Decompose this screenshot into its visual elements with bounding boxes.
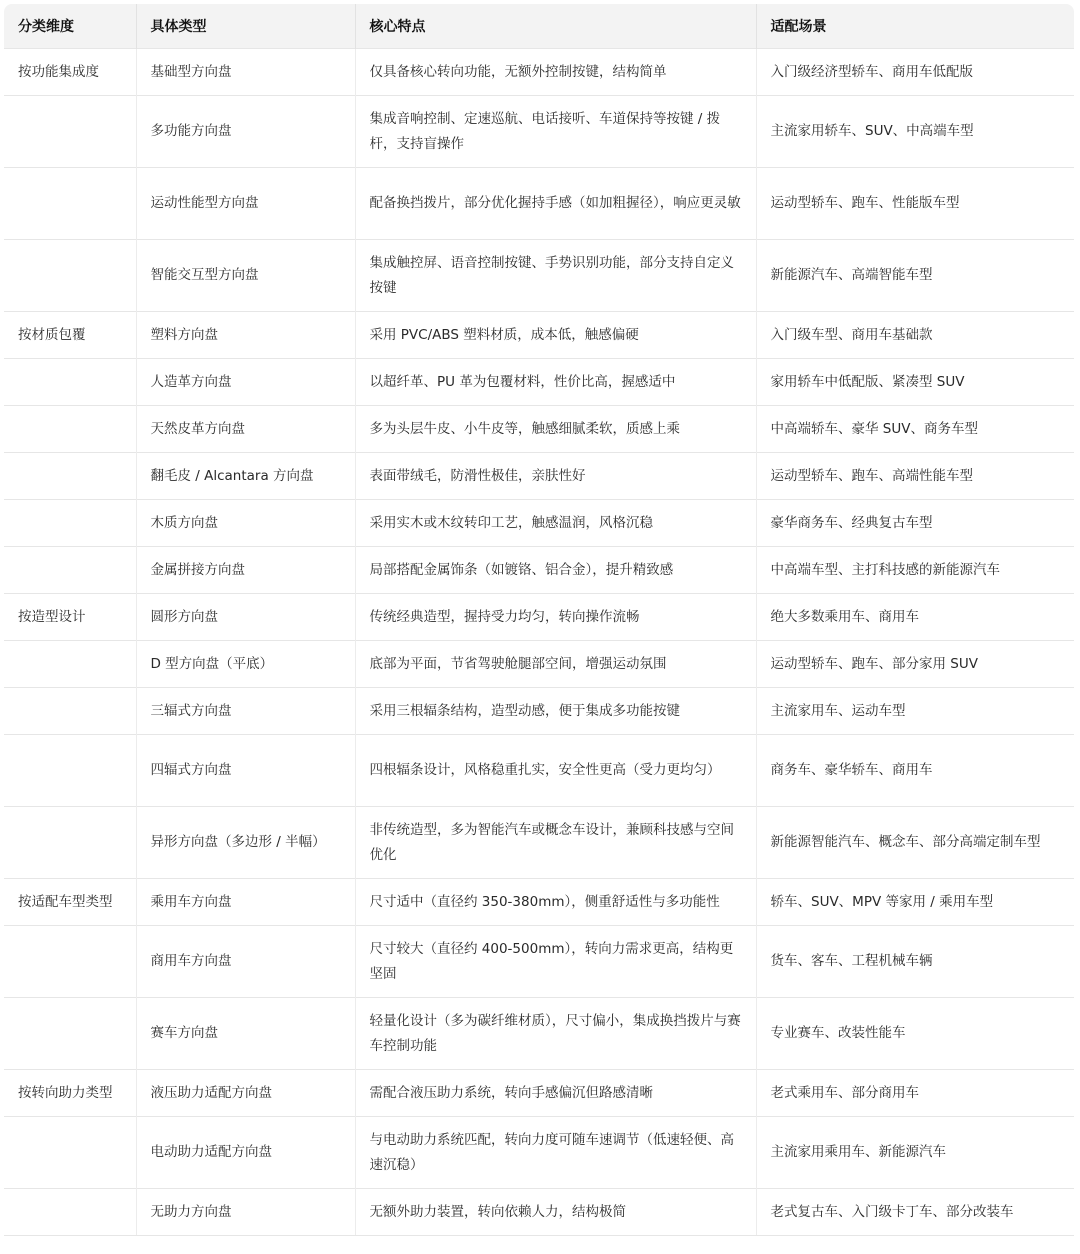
cell-feature: 采用三根辐条结构，造型动感，便于集成多功能按键: [355, 688, 756, 735]
cell-type: 翻毛皮 / Alcantara 方向盘: [136, 453, 355, 500]
cell-scene: 运动型轿车、跑车、部分家用 SUV: [756, 641, 1074, 688]
cell-feature: 底部为平面，节省驾驶舱腿部空间，增强运动氛围: [355, 641, 756, 688]
table-header-row: [4, 4, 1074, 49]
cell-type: D 型方向盘（平底）: [136, 641, 355, 688]
cell-type: 木质方向盘: [136, 500, 355, 547]
cell-scene: 商务车、豪华轿车、商用车: [756, 735, 1074, 807]
cell-dimension: [4, 688, 136, 735]
cell-dimension: [4, 406, 136, 453]
cell-type: 异形方向盘（多边形 / 半幅）: [136, 807, 355, 879]
cell-feature: 无额外助力装置，转向依赖人力，结构极简: [355, 1189, 756, 1236]
table-row: [4, 1189, 1074, 1236]
table-row: [4, 735, 1074, 807]
cell-dimension: 按功能集成度: [4, 49, 136, 96]
table-row: [4, 547, 1074, 594]
cell-scene: 入门级车型、商用车基础款: [756, 312, 1074, 359]
cell-dimension: 按材质包覆: [4, 312, 136, 359]
cell-type: 多功能方向盘: [136, 96, 355, 168]
cell-type: 天然皮革方向盘: [136, 406, 355, 453]
cell-type: 四辐式方向盘: [136, 735, 355, 807]
cell-scene: 主流家用轿车、SUV、中高端车型: [756, 96, 1074, 168]
cell-scene: 运动型轿车、跑车、高端性能车型: [756, 453, 1074, 500]
table-row: [4, 641, 1074, 688]
header-dimension: 分类维度: [4, 4, 136, 49]
cell-scene: 入门级经济型轿车、商用车低配版: [756, 49, 1074, 96]
cell-type: 乘用车方向盘: [136, 879, 355, 926]
cell-feature: 轻量化设计（多为碳纤维材质），尺寸偏小，集成换挡拨片与赛车控制功能: [355, 998, 756, 1070]
header-type: 具体类型: [136, 4, 355, 49]
table-row: [4, 406, 1074, 453]
header-feature: 核心特点: [355, 4, 756, 49]
cell-type: 商用车方向盘: [136, 926, 355, 998]
cell-feature: 采用 PVC/ABS 塑料材质，成本低，触感偏硬: [355, 312, 756, 359]
cell-type: 基础型方向盘: [136, 49, 355, 96]
cell-dimension: [4, 547, 136, 594]
table-row: [4, 240, 1074, 312]
cell-feature: 局部搭配金属饰条（如镀铬、铝合金），提升精致感: [355, 547, 756, 594]
cell-type: 运动性能型方向盘: [136, 168, 355, 240]
cell-feature: 非传统造型，多为智能汽车或概念车设计，兼顾科技感与空间优化: [355, 807, 756, 879]
cell-dimension: [4, 96, 136, 168]
cell-dimension: [4, 500, 136, 547]
cell-feature: 采用实木或木纹转印工艺，触感温润，风格沉稳: [355, 500, 756, 547]
cell-scene: 家用轿车中低配版、紧凑型 SUV: [756, 359, 1074, 406]
cell-feature: 集成触控屏、语音控制按键、手势识别功能，部分支持自定义按键: [355, 240, 756, 312]
cell-scene: 轿车、SUV、MPV 等家用 / 乘用车型: [756, 879, 1074, 926]
cell-feature: 表面带绒毛，防滑性极佳，亲肤性好: [355, 453, 756, 500]
cell-scene: 主流家用乘用车、新能源汽车: [756, 1117, 1074, 1189]
cell-dimension: [4, 168, 136, 240]
cell-scene: 新能源智能汽车、概念车、部分高端定制车型: [756, 807, 1074, 879]
cell-scene: 运动型轿车、跑车、性能版车型: [756, 168, 1074, 240]
cell-feature: 尺寸适中（直径约 350-380mm），侧重舒适性与多功能性: [355, 879, 756, 926]
table-row: [4, 359, 1074, 406]
cell-scene: 新能源汽车、高端智能车型: [756, 240, 1074, 312]
cell-dimension: [4, 240, 136, 312]
table-row: [4, 312, 1074, 359]
cell-scene: 绝大多数乘用车、商用车: [756, 594, 1074, 641]
cell-scene: 货车、客车、工程机械车辆: [756, 926, 1074, 998]
cell-dimension: [4, 641, 136, 688]
table-row: [4, 500, 1074, 547]
cell-feature: 多为头层牛皮、小牛皮等，触感细腻柔软，质感上乘: [355, 406, 756, 453]
table-row: [4, 453, 1074, 500]
cell-feature: 仅具备核心转向功能，无额外控制按键，结构简单: [355, 49, 756, 96]
table-row: [4, 879, 1074, 926]
cell-feature: 传统经典造型，握持受力均匀，转向操作流畅: [355, 594, 756, 641]
table-row: [4, 49, 1074, 96]
cell-type: 液压助力适配方向盘: [136, 1070, 355, 1117]
cell-dimension: 按转向助力类型: [4, 1070, 136, 1117]
cell-feature: 尺寸较大（直径约 400-500mm），转向力需求更高，结构更坚固: [355, 926, 756, 998]
cell-type: 塑料方向盘: [136, 312, 355, 359]
cell-feature: 以超纤革、PU 革为包覆材料，性价比高，握感适中: [355, 359, 756, 406]
cell-dimension: [4, 735, 136, 807]
cell-feature: 与电动助力系统匹配，转向力度可随车速调节（低速轻便、高速沉稳）: [355, 1117, 756, 1189]
table-row: [4, 926, 1074, 998]
comparison-table-container: [4, 4, 1074, 1236]
cell-type: 电动助力适配方向盘: [136, 1117, 355, 1189]
table-row: [4, 594, 1074, 641]
cell-dimension: 按造型设计: [4, 594, 136, 641]
table-row: [4, 688, 1074, 735]
cell-dimension: [4, 998, 136, 1070]
cell-type: 智能交互型方向盘: [136, 240, 355, 312]
cell-scene: 老式复古车、入门级卡丁车、部分改装车: [756, 1189, 1074, 1236]
table-row: [4, 1117, 1074, 1189]
table-row: [4, 1070, 1074, 1117]
cell-dimension: [4, 926, 136, 998]
cell-scene: 豪华商务车、经典复古车型: [756, 500, 1074, 547]
cell-dimension: [4, 1117, 136, 1189]
cell-dimension: [4, 1189, 136, 1236]
cell-type: 三辐式方向盘: [136, 688, 355, 735]
table-row: [4, 168, 1074, 240]
cell-scene: 专业赛车、改装性能车: [756, 998, 1074, 1070]
cell-feature: 四根辐条设计，风格稳重扎实，安全性更高（受力更均匀）: [355, 735, 756, 807]
cell-scene: 主流家用车、运动车型: [756, 688, 1074, 735]
cell-type: 无助力方向盘: [136, 1189, 355, 1236]
table-row: [4, 807, 1074, 879]
header-scene: 适配场景: [756, 4, 1074, 49]
cell-feature: 需配合液压助力系统，转向手感偏沉但路感清晰: [355, 1070, 756, 1117]
cell-scene: 中高端车型、主打科技感的新能源汽车: [756, 547, 1074, 594]
cell-dimension: [4, 359, 136, 406]
cell-dimension: [4, 453, 136, 500]
table-row: [4, 96, 1074, 168]
cell-scene: 中高端轿车、豪华 SUV、商务车型: [756, 406, 1074, 453]
cell-dimension: [4, 807, 136, 879]
cell-type: 圆形方向盘: [136, 594, 355, 641]
cell-type: 金属拼接方向盘: [136, 547, 355, 594]
cell-feature: 集成音响控制、定速巡航、电话接听、车道保持等按键 / 拨杆，支持盲操作: [355, 96, 756, 168]
cell-feature: 配备换挡拨片，部分优化握持手感（如加粗握径），响应更灵敏: [355, 168, 756, 240]
steering-wheel-classification-table: [4, 4, 1074, 1236]
cell-type: 人造革方向盘: [136, 359, 355, 406]
cell-type: 赛车方向盘: [136, 998, 355, 1070]
table-row: [4, 998, 1074, 1070]
cell-dimension: 按适配车型类型: [4, 879, 136, 926]
cell-scene: 老式乘用车、部分商用车: [756, 1070, 1074, 1117]
